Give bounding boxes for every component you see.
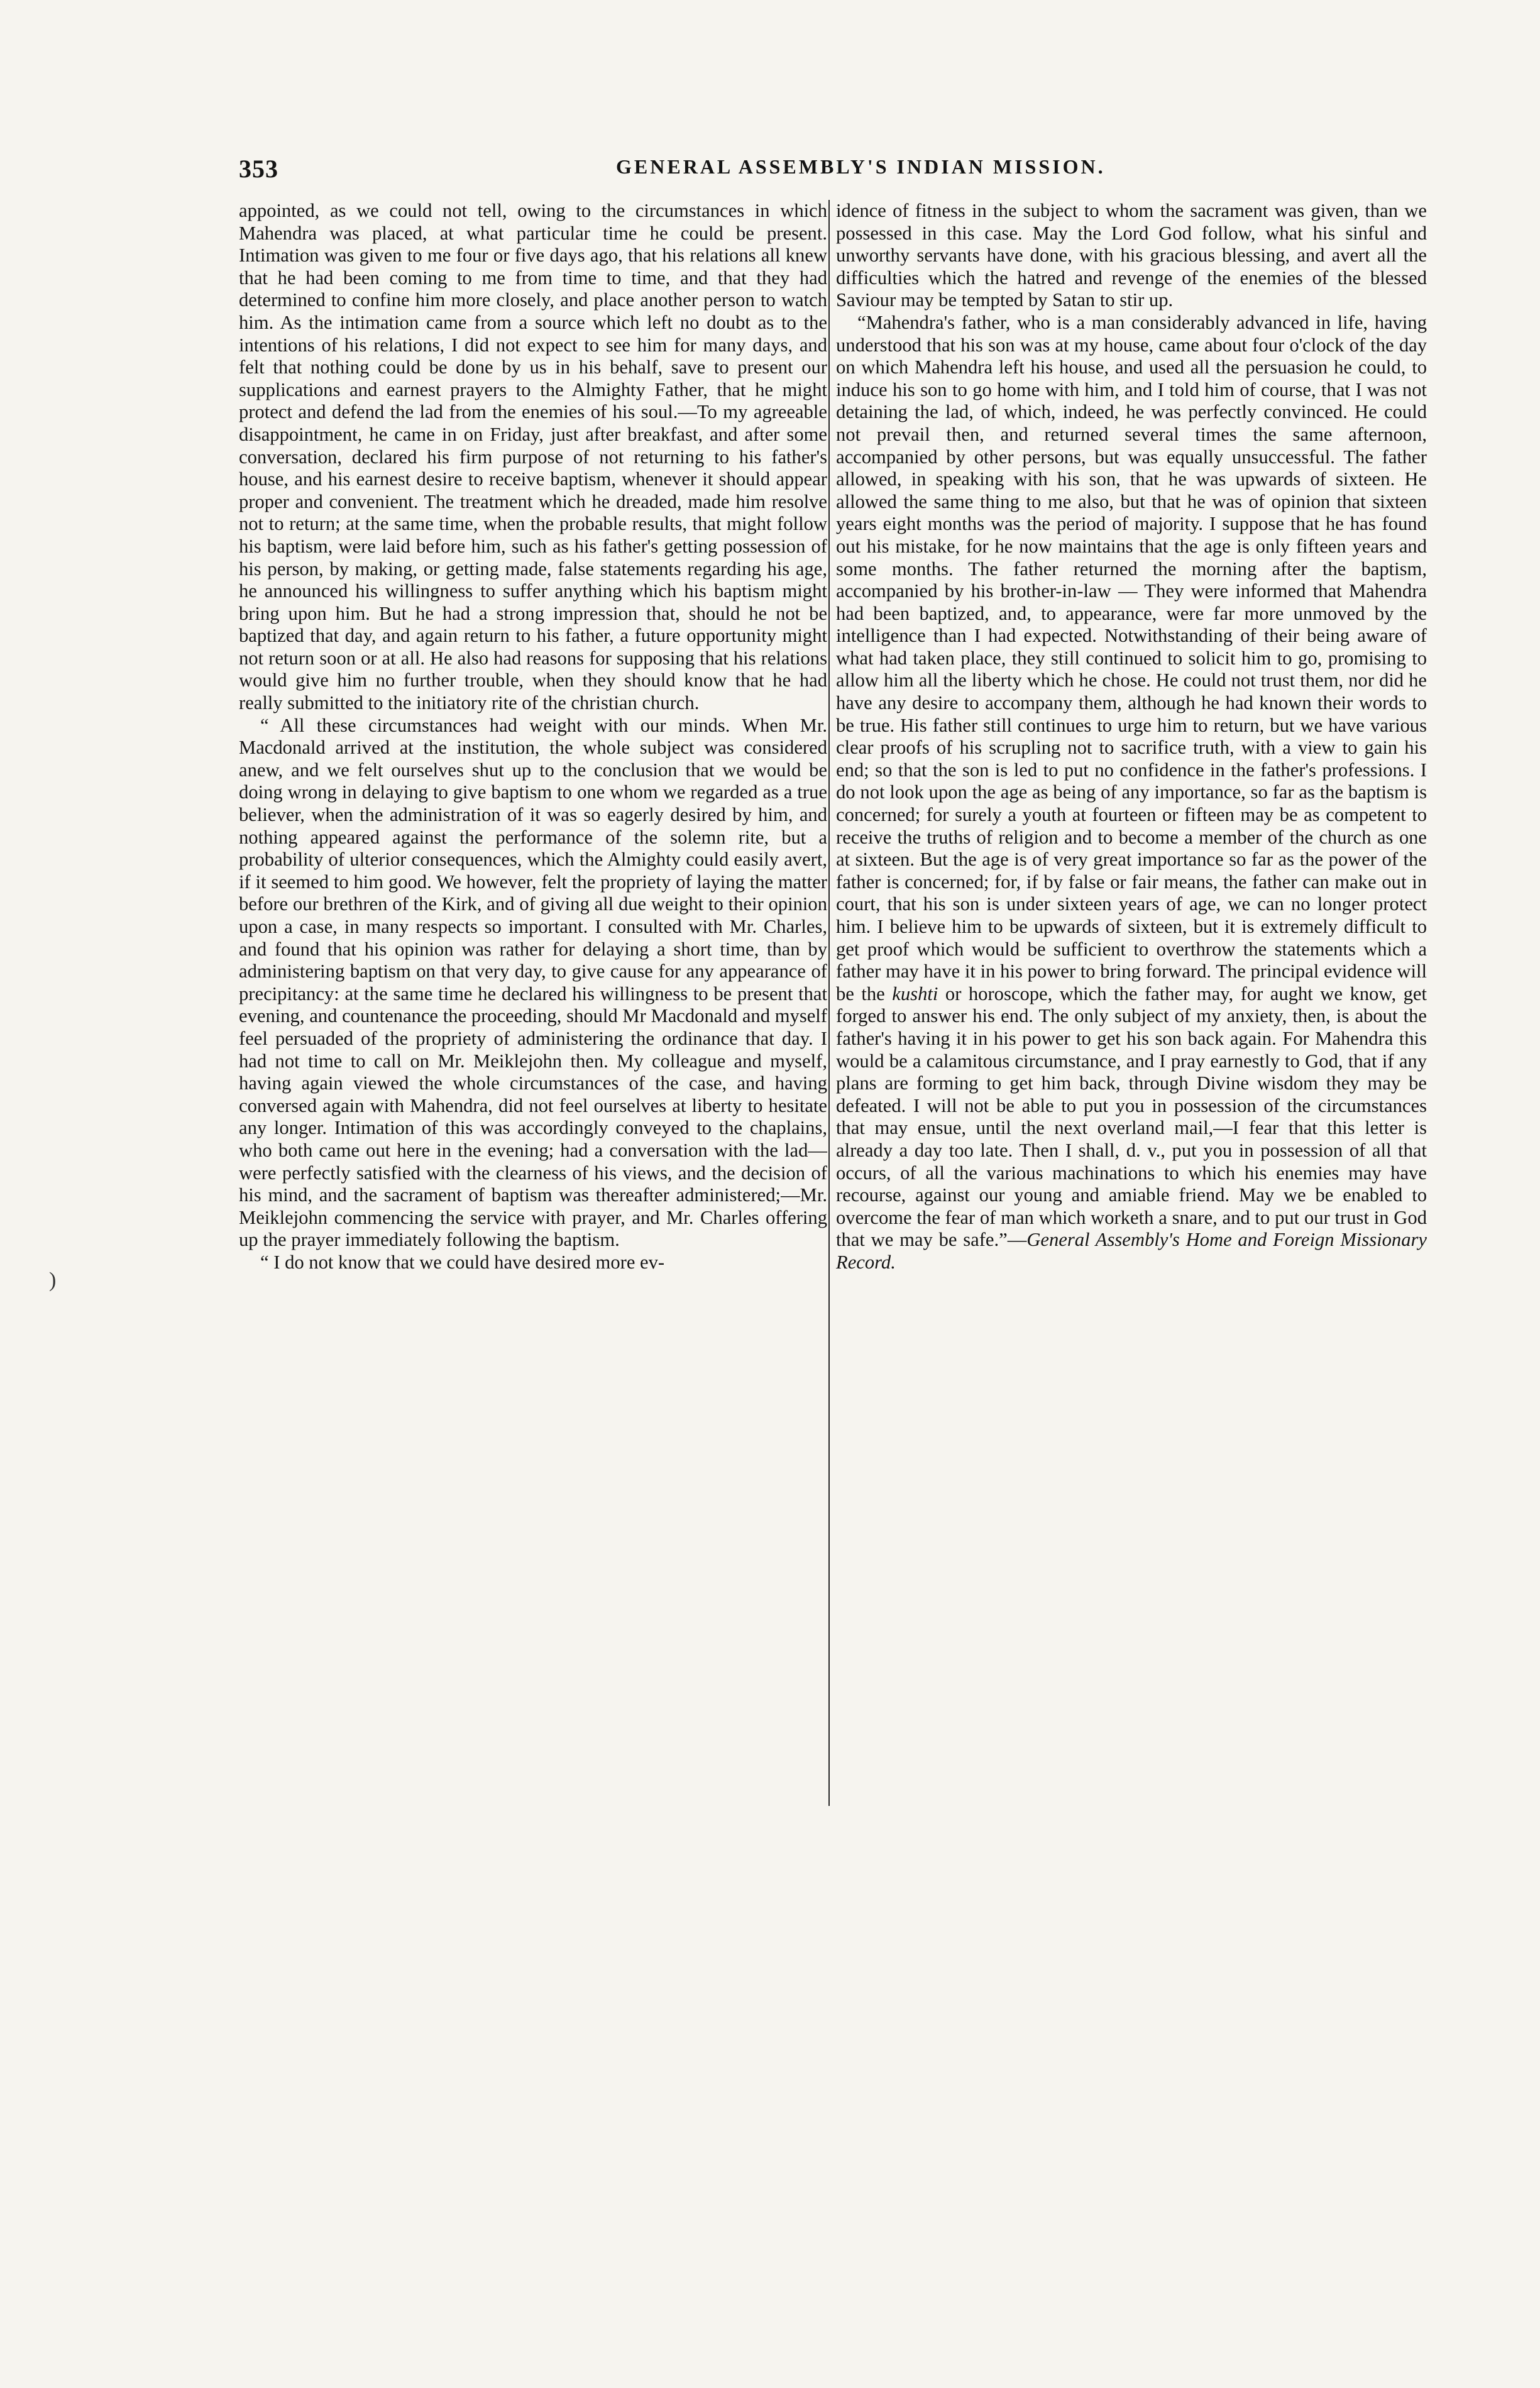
right-paragraph-2 [836, 312, 1427, 1274]
column-divider [828, 200, 830, 1806]
page-header [239, 154, 1427, 192]
left-column [239, 200, 827, 1274]
left-paragraph-1: appointed, as we could not tell, owing to the circumstances in which Mahendra was placed, at what particular time he could be present. Intimation was given to me four or five days ago, that his relations all knew that he had been coming to me from time to time, and that they had determined to confine him more closely, and place another person to watch him. As the intimation came from a source which left no doubt as to the intentions of his relations, I did not expect to see him for many days, and felt that nothing could be done by us in his behalf, save to present our supplications and earnest prayers to the Almighty Father, that he might protect and defend the lad from the enemies of his soul.—To my agreeable disappointment, he came in on Friday, just after breakfast, and after some conversation, declared his firm purpose of not returning to his father's house, and his earnest desire to receive baptism, whenever it should appear proper and convenient. The treatment which he dreaded, made him resolve not to return; at the same time, when the probable results, that might follow his baptism, were laid before him, such as his father's getting possession of his person, by making, or getting made, false statements regarding his age, he announced his willingness to suffer anything which his baptism might bring upon him. But he had a strong impression that, should he not be baptized that day, and again return to his father, a future opportunity might not return soon or at all. He also had reasons for supposing that his relations would give him no further trouble, when they should know that he had really submitted to the initiatory rite of the christian church. [239, 200, 827, 714]
left-paragraph-2: “ All these circumstances had weight with our minds. When Mr. Macdonald arrived at the institution, the whole subject was considered anew, and we felt ourselves shut up to the conclusion that we would be doing wrong in delaying to give baptism to one whom we regarded as a true believer, when the administration of it was so eagerly desired by him, and nothing appeared against the performance of the solemn rite, but a probability of ulterior consequences, which the Almighty could easily avert, if it seemed to him good. We however, felt the propriety of laying the matter before our brethren of the Kirk, and of giving all due weight to their opinion upon a case, in many respects so important. I consulted with Mr. Charles, and found that his opinion was rather for delaying a short time, than by administering baptism on that very day, to give cause for any appearance of precipitancy: at the same time he declared his willingness to be present that evening, and countenance the proceeding, should Mr Macdonald and myself feel persuaded of the propriety of administering the ordinance that day. I had not time to call on Mr. Meiklejohn then. My colleague and myself, having again viewed the whole circumstances of the case, and having conversed again with Mahendra, did not feel ourselves at liberty to hesitate any longer. Intimation of this was accordingly conveyed to the chaplains, who both came out here in the evening; had a conversation with the lad—were perfectly satisfied with the clearness of his views, and the decision of his mind, and the sacrament of baptism was thereafter administered;—Mr. Meiklejohn commencing the service with prayer, and Mr. Charles offering up the prayer immediately following the baptism. [239, 714, 827, 1251]
kushti-term: kushti [892, 982, 938, 1004]
right-paragraph-2-text: “Mahendra's father, who is a man considerably advanced in life, having understood that his son was at my house, came about four o'clock of the day on which Mahendra left his house, and used all the persuasion he could, to induce his son to go home with him, and I told him of course, that I was not detaining the lad, of which, indeed, he was perfectly convinced. He could not prevail then, and returned several times the same afternoon, accompanied by other persons, but was equally unsuccessful. The father allowed, in speaking with his son, that he was upwards of sixteen. He allowed the same thing to me also, but that he was of opinion that sixteen years eight months was the period of majority. I suppose that he has found out his mistake, for he now maintains that the age is only fifteen years and some months. The father returned the morning after the baptism, accompanied by his brother-in-law — They were informed that Mahendra had been baptized, and, to appearance, were far more unmoved by the intelligence than I had expected. Notwithstanding of their being aware of what had taken place, they still continued to solicit him to go, promising to allow him all the liberty which he chose. He could not trust them, nor did he have any desire to accompany them, although he had known their words to be true. His father still continues to urge him to return, but we have various clear proofs of his scrupling not to sacrifice truth, with a view to gain his end; so that the son is led to put no confidence in the father's professions. I do not look upon the age as being of any importance, so far as the baptism is concerned; for surely a youth at fourteen or fifteen may be as competent to receive the truths of religion and to become a member of the church as one at sixteen. But the age is of very great importance so far as the power of the father is concerned; for, if by false or fair means, the father can make out in court, that his son is under sixteen years of age, we can no longer protect him. I believe him to be upwards of sixteen, but it is extremely difficult to get proof which would be sufficient to overthrow the statements which a father may have it in his power to bring forward. The principal evidence will be the [836, 311, 1427, 1004]
running-head: GENERAL ASSEMBLY'S INDIAN MISSION. [616, 155, 1106, 178]
right-paragraph-1: idence of fitness in the subject to whom the sacrament was given, than we possessed in this case. May the Lord God follow, what his sinful and unworthy servants have done, with his gracious blessing, and avert all the difficulties which the hatred and revenge of the enemies of the blessed Saviour may be tempted by Satan to stir up. [836, 200, 1427, 311]
left-paragraph-3: “ I do not know that we could have desired more ev- [260, 1251, 665, 1273]
right-column [836, 200, 1427, 1274]
right-paragraph-2-continued: or horoscope, which the father may, for aught we know, get forged to answer his end. The only subject of my anxiety, then, is about the father's having it in his power to get his son back again. For Mahendra this would be a calamitous circumstance, and I pray earnestly to God, that if any plans are forming to get him back, through Divine wisdom they may be defeated. I will not be able to put you in possession of the circumstances that may ensue, until the next overland mail,—I fear that this letter is already a day too late. Then I shall, d. v., put you in possession of all that occurs, of all the various machinations to which his enemies may have recourse, against our young and amiable friend. May we be enabled to overcome the fear of man which worketh a snare, and to put our trust in God that we may be safe.”— [836, 982, 1427, 1251]
margin-mark: ) [49, 1268, 57, 1292]
page-number: 353 [239, 155, 278, 183]
source-citation: General Assembly's Home and Foreign Missionary Record. [836, 1229, 1427, 1273]
